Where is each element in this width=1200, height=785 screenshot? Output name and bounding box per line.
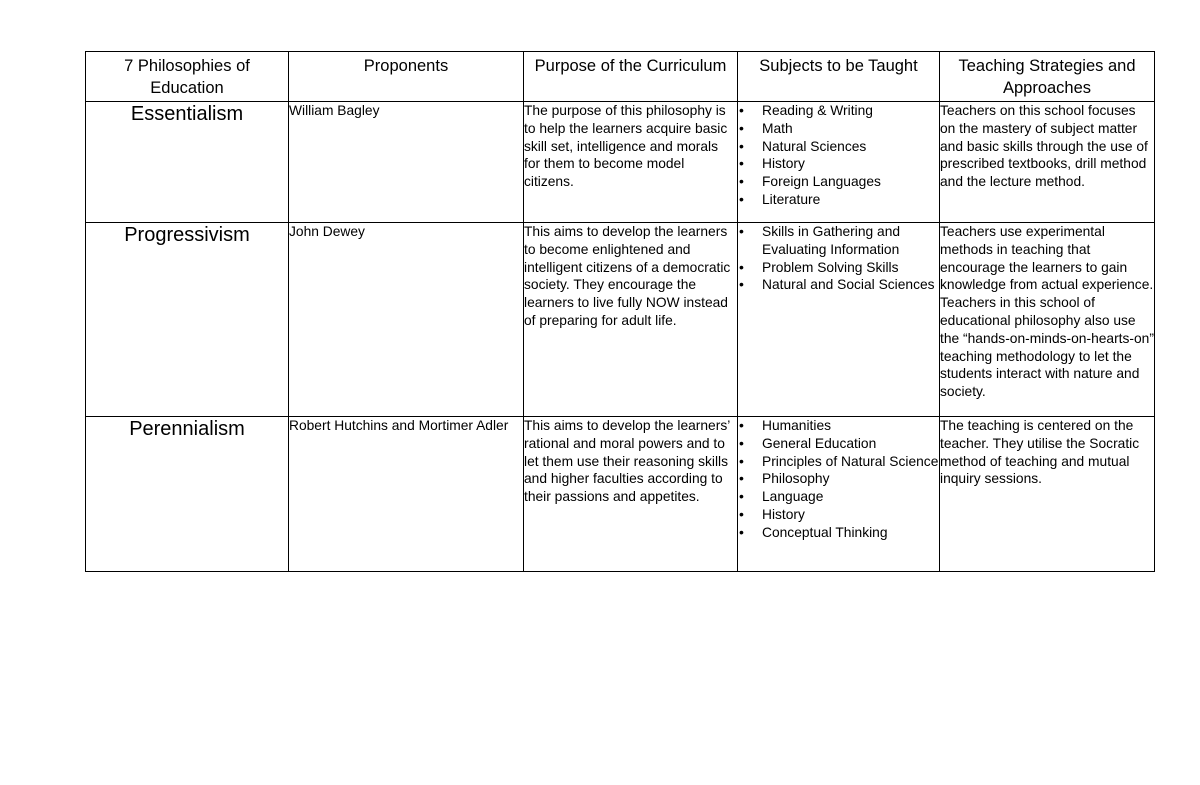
- list-item: • Foreign Languages: [738, 173, 939, 191]
- list-item: • Humanities: [738, 417, 939, 435]
- subjects-cell: [738, 417, 940, 572]
- proponents-cell: John Dewey: [289, 223, 524, 417]
- philosophy-name: Perennialism: [86, 417, 289, 572]
- strategies-cell: Teachers on this school focuses on the mastery of subject matter and basic skills through the use of prescribed textbooks, drill method and the lecture method.: [940, 102, 1155, 223]
- subjects-cell: [738, 102, 940, 223]
- header-strategies: Teaching Strategies and Approaches: [940, 52, 1155, 102]
- philosophy-name: Progressivism: [86, 223, 289, 417]
- header-subjects: Subjects to be Taught: [738, 52, 940, 102]
- subjects-list: [738, 102, 939, 209]
- list-item: • Problem Solving Skills: [738, 259, 939, 277]
- table-row: [86, 417, 1155, 572]
- philosophy-name: Essentialism: [86, 102, 289, 223]
- header-row: [86, 52, 1155, 102]
- list-item: • Natural and Social Sciences: [738, 276, 939, 294]
- purpose-cell: This aims to develop the learners’ rational and moral powers and to let them use their reasoning skills and higher faculties according to their passions and appetites.: [524, 417, 738, 572]
- list-item: • Math: [738, 120, 939, 138]
- strategies-cell: The teaching is centered on the teacher. They utilise the Socratic method of teaching and mutual inquiry sessions.: [940, 417, 1155, 572]
- list-item: • Literature: [738, 191, 939, 209]
- header-philosophy: 7 Philosophies of Education: [86, 52, 289, 102]
- strategies-cell: Teachers use experimental methods in teaching that encourage the learners to gain knowledge from actual experience. Teachers in this school of educational philosophy also use the “hands-on-minds-on-hearts-on” teaching methodology to let the students interact with nature and society.: [940, 223, 1155, 417]
- proponents-cell: William Bagley: [289, 102, 524, 223]
- subjects-list: [738, 417, 939, 542]
- list-item: • Skills in Gathering and Evaluating Information: [738, 223, 939, 259]
- purpose-cell: The purpose of this philosophy is to help the learners acquire basic skill set, intelligence and morals for them to become model citizens.: [524, 102, 738, 223]
- purpose-cell: This aims to develop the learners to become enlightened and intelligent citizens of a democratic society. They encourage the learners to live fully NOW instead of preparing for adult life.: [524, 223, 738, 417]
- list-item: • History: [738, 155, 939, 173]
- proponents-cell: Robert Hutchins and Mortimer Adler: [289, 417, 524, 572]
- philosophies-table: [85, 51, 1155, 572]
- list-item: • Principles of Natural Science: [738, 453, 939, 471]
- header-purpose: Purpose of the Curriculum: [524, 52, 738, 102]
- list-item: • Conceptual Thinking: [738, 524, 939, 542]
- list-item: • Natural Sciences: [738, 138, 939, 156]
- list-item: • General Education: [738, 435, 939, 453]
- header-proponents: Proponents: [289, 52, 524, 102]
- list-item: • History: [738, 506, 939, 524]
- list-item: • Philosophy: [738, 470, 939, 488]
- table-row: [86, 223, 1155, 417]
- table-row: [86, 102, 1155, 223]
- list-item: • Language: [738, 488, 939, 506]
- subjects-list: [738, 223, 939, 294]
- subjects-cell: [738, 223, 940, 417]
- list-item: • Reading & Writing: [738, 102, 939, 120]
